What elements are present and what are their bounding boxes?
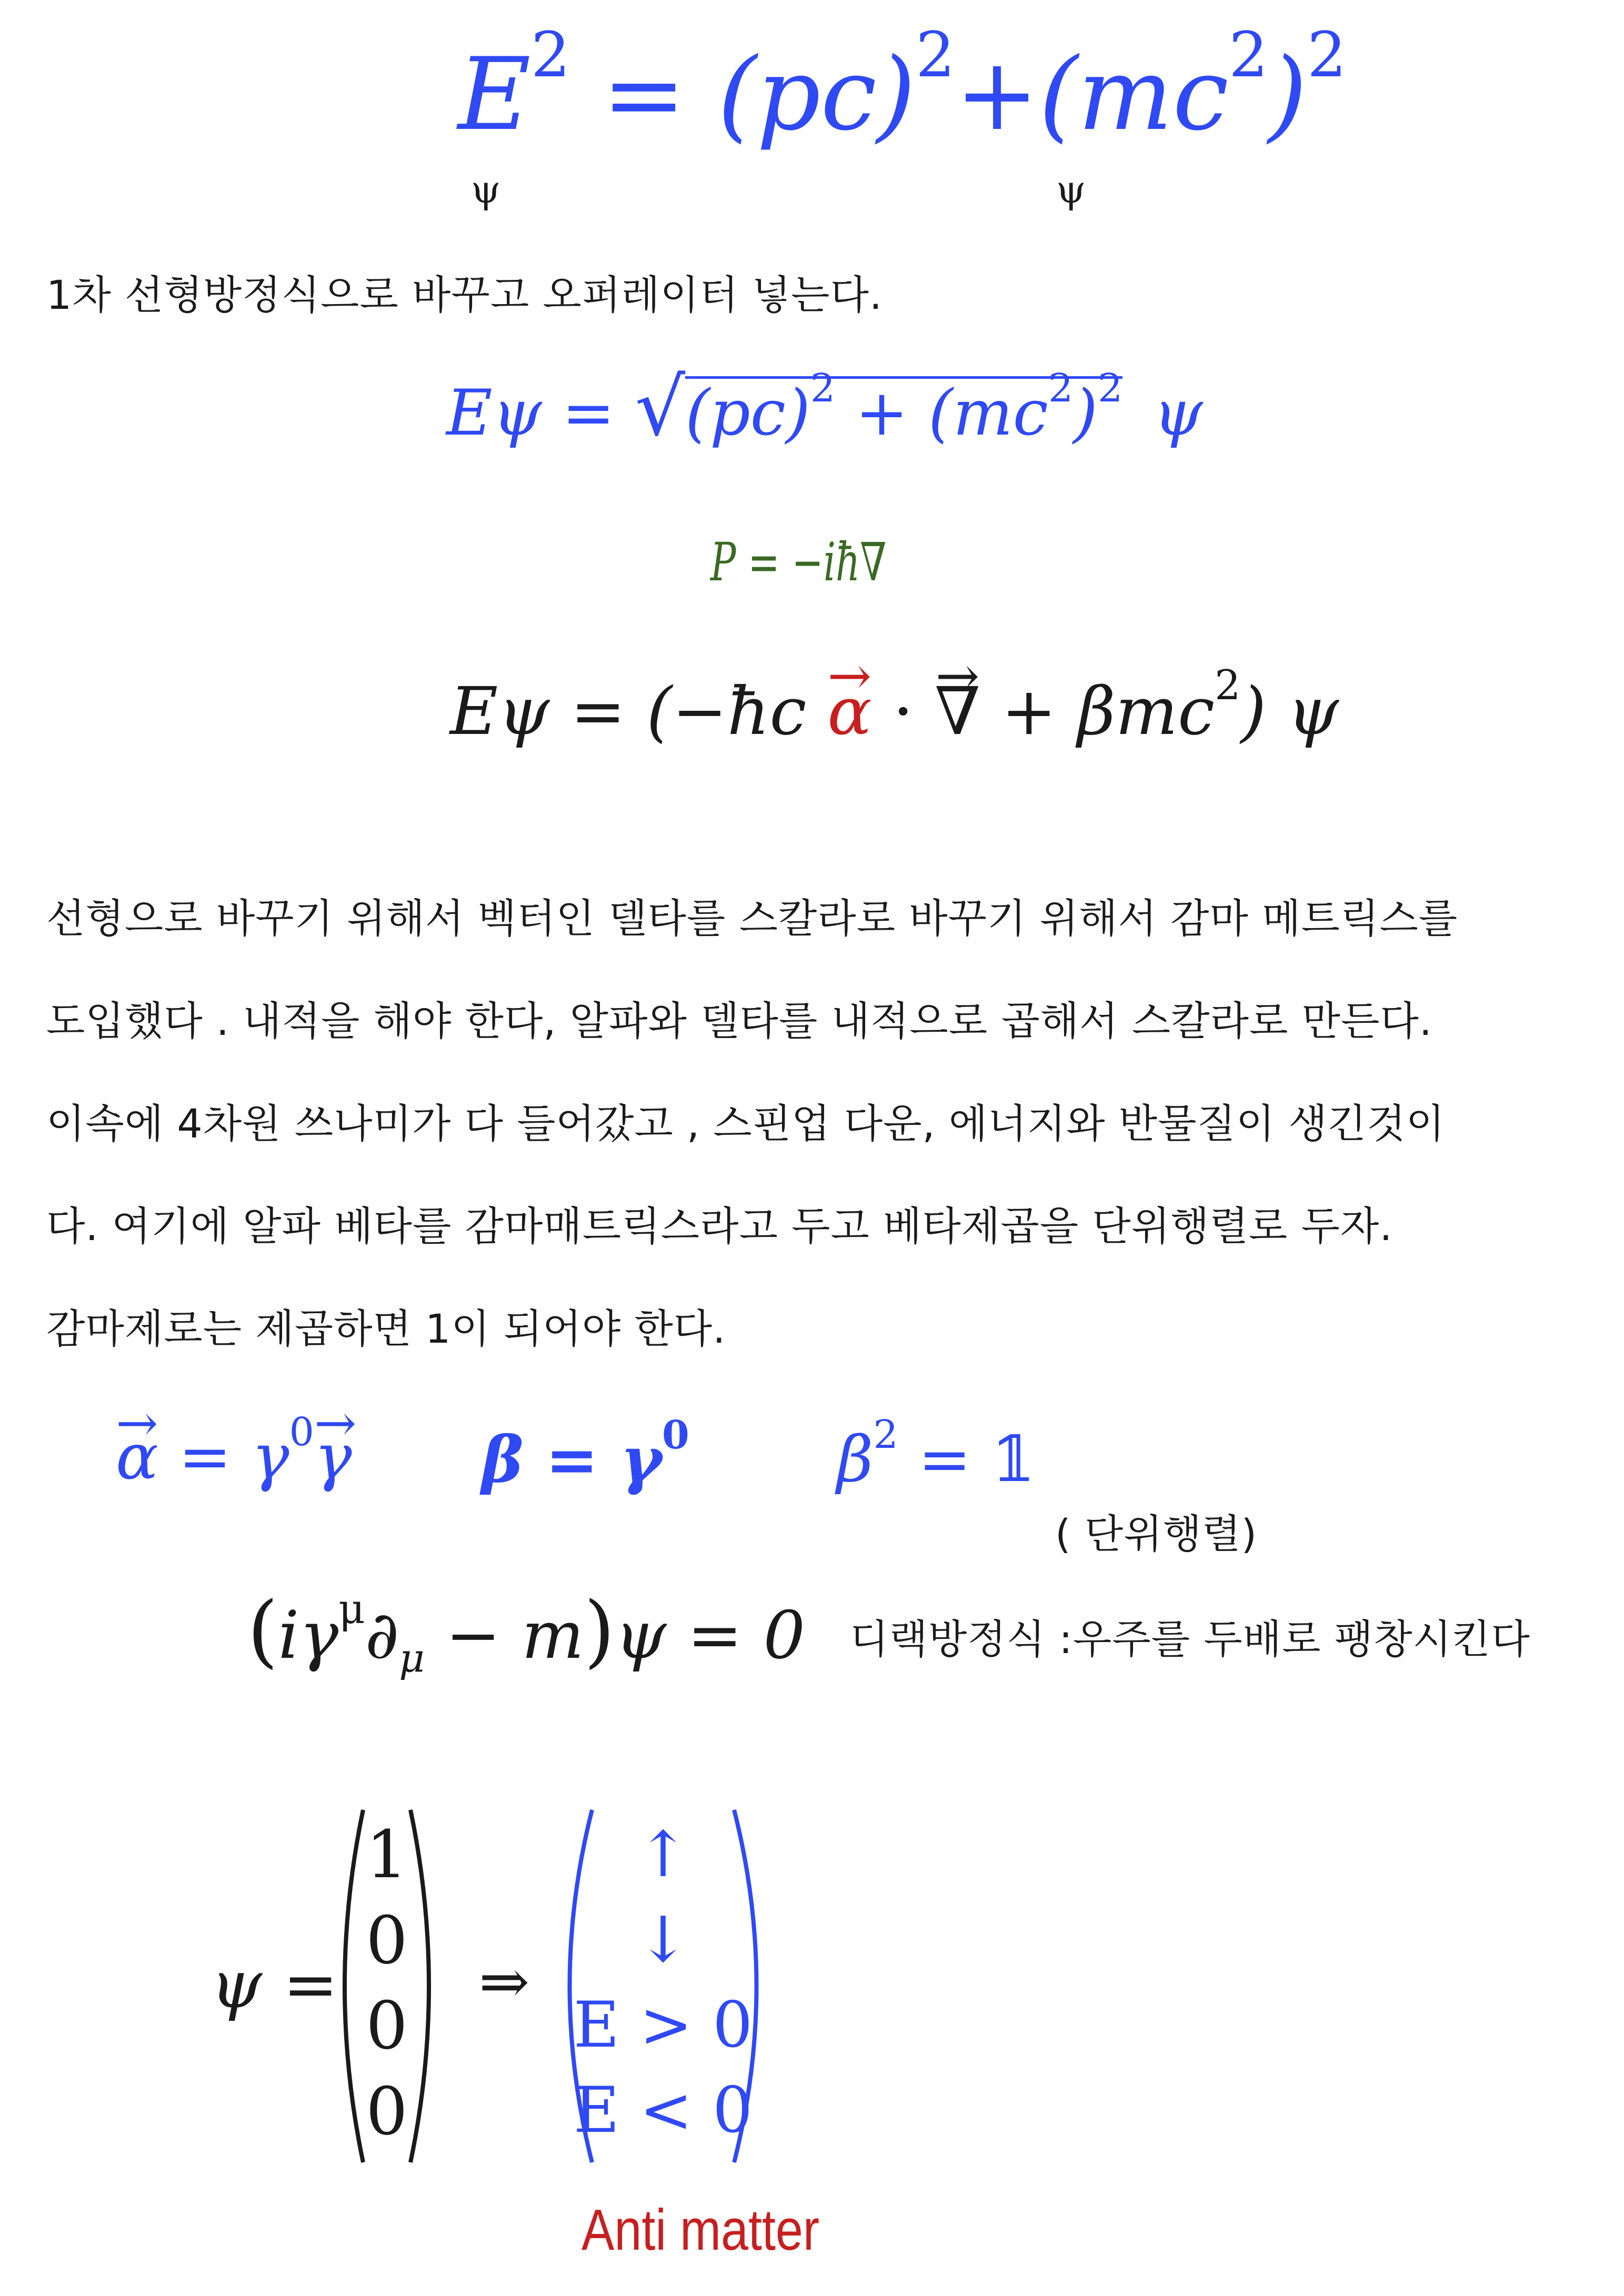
beta-gamma-relation (482, 1411, 689, 1497)
eq6-beta: β (482, 1423, 524, 1497)
implies-arrow-icon: ⇒ (479, 1947, 530, 2017)
anti-matter-label: Anti matter (582, 2198, 820, 2262)
eq1-mc-inner-exp: 2 (1228, 18, 1268, 91)
paragraph-line-1: 선형으로 바꾸기 위해서 벡터인 델타를 스칼라로 바꾸기 위해서 감마 메트릭스를 (46, 895, 1458, 942)
eq4-psi: ψ (1287, 673, 1339, 750)
beta-squared-identity (837, 1411, 1036, 1496)
eq1-pc: (pc) (717, 36, 916, 153)
eq1-plus: + (955, 36, 1039, 153)
eq6-equals: = (545, 1423, 599, 1497)
eq4-close: ) (1240, 673, 1267, 750)
dirac-mu-sup: μ (338, 1586, 365, 1634)
eq4-beta-term: βmc (1077, 673, 1215, 750)
dirac-equation (247, 1585, 806, 1681)
dirac-mu-sub: μ (399, 1635, 425, 1681)
spinor-component-1: 1 (366, 1817, 408, 1893)
eq1-lhs: E (458, 36, 531, 153)
spinor-column-vector (326, 1805, 447, 2168)
spinor-component-4: 0 (366, 2073, 408, 2150)
dirac-equation-note: 디랙방정식 :우주를 두배로 팽창시킨다 (850, 1616, 1530, 1663)
eq6-gamma-exp: 0 (662, 1411, 689, 1458)
dirac-i-gamma: iγ (278, 1597, 339, 1674)
eq5-gamma0: γ (251, 1421, 289, 1494)
spinor-lhs: ψ = (210, 1947, 338, 2023)
paragraph-line-2: 도입했다 . 내적을 해야 한다, 알파와 델타를 내적으로 곱해서 스칼라로 만든다. (46, 998, 1432, 1044)
eq2-mc-exp: 2 (1097, 365, 1123, 411)
eq4-lhs: Eψ = (−ħc (450, 673, 807, 750)
psi-mark-left: ψ (471, 167, 501, 212)
alpha-gamma-relation (116, 1408, 352, 1494)
spin-down-arrow-icon: ↓ (636, 1904, 690, 1977)
paragraph-line-5: 감마제로는 제곱하면 1이 되어야 한다. (46, 1305, 726, 1352)
eq7-beta: β (837, 1423, 874, 1496)
sqrt-equation (446, 362, 1203, 454)
paragraph-line-4: 다. 여기에 알파 베타를 감마매트릭스라고 두고 베타제곱을 단위행렬로 두자. (46, 1203, 1393, 1250)
eq2-mc-close: ) (1073, 377, 1098, 450)
eq1-mc-exp: 2 (1307, 18, 1347, 91)
dirac-minus-m: − m (445, 1597, 584, 1674)
energy-momentum-relation (458, 18, 1347, 153)
spinor-state-vector (547, 1805, 779, 2168)
eq6-gamma: γ (620, 1423, 663, 1497)
text-linearize-operator: 1차 선형방정식으로 바꾸고 오퍼레이터 넣는다. (46, 271, 883, 318)
eq4-plus: + (1001, 673, 1057, 750)
spinor-component-2: 0 (366, 1902, 408, 1979)
eq7-identity-matrix-icon: 𝟙 (991, 1423, 1036, 1496)
eq5-gamma0-exp: 0 (289, 1408, 314, 1455)
dirac-partial: ∂ (365, 1597, 399, 1674)
eq4-beta-exp: 2 (1215, 662, 1241, 710)
eq2-psi: ψ (1153, 377, 1203, 450)
dirac-hamiltonian-equation (450, 662, 1339, 750)
eq1-equals: = (602, 36, 686, 153)
eq2-pc: (pc) (685, 377, 810, 450)
dirac-rest: ψ = 0 (615, 1597, 806, 1674)
momentum-operator: P = −iħ∇ (710, 531, 887, 593)
eq1-mc-open: (mc (1039, 36, 1229, 153)
psi-mark-right: ψ (1056, 167, 1086, 212)
eq4-dot: · (893, 673, 914, 750)
eq2-lhs: Eψ = (446, 377, 615, 450)
dirac-open-paren: ( (247, 1585, 278, 1677)
eq4-nabla-vector: → ∇ (935, 679, 980, 744)
eq2-pc-exp: 2 (810, 365, 836, 411)
eq5-equals: = (178, 1421, 232, 1494)
negative-energy-state: E < 0 (573, 2074, 753, 2147)
eq2-plus: + (855, 377, 908, 450)
eq5-gamma-vector: → γ (314, 1426, 352, 1489)
eq1-pc-exp: 2 (915, 18, 955, 91)
sqrt-sign-icon: √ (635, 362, 686, 454)
spin-up-arrow-icon: ↑ (636, 1818, 690, 1891)
dirac-close-paren: ) (584, 1585, 615, 1677)
eq5-alpha-vector: → α (116, 1426, 158, 1489)
eq2-mc-open: (mc (928, 377, 1048, 450)
paragraph-line-3: 이속에 4차원 쓰나미가 다 들어갔고 , 스핀업 다운, 에너지와 반물질이 생긴것이 (46, 1100, 1446, 1147)
eq7-beta-exp: 2 (873, 1411, 898, 1457)
eq7-equals: = (918, 1423, 971, 1496)
positive-energy-state: E > 0 (573, 1989, 753, 2062)
spinor-component-3: 0 (366, 1988, 408, 2064)
sqrt-radicand (685, 365, 1123, 450)
eq2-mc-inner-exp: 2 (1048, 365, 1074, 411)
eq1-lhs-exp: 2 (530, 18, 570, 91)
identity-matrix-note: ( 단위행렬) (1055, 1510, 1258, 1557)
eq1-mc-close: ) (1268, 36, 1307, 153)
eq4-alpha-vector: → α (827, 679, 871, 744)
